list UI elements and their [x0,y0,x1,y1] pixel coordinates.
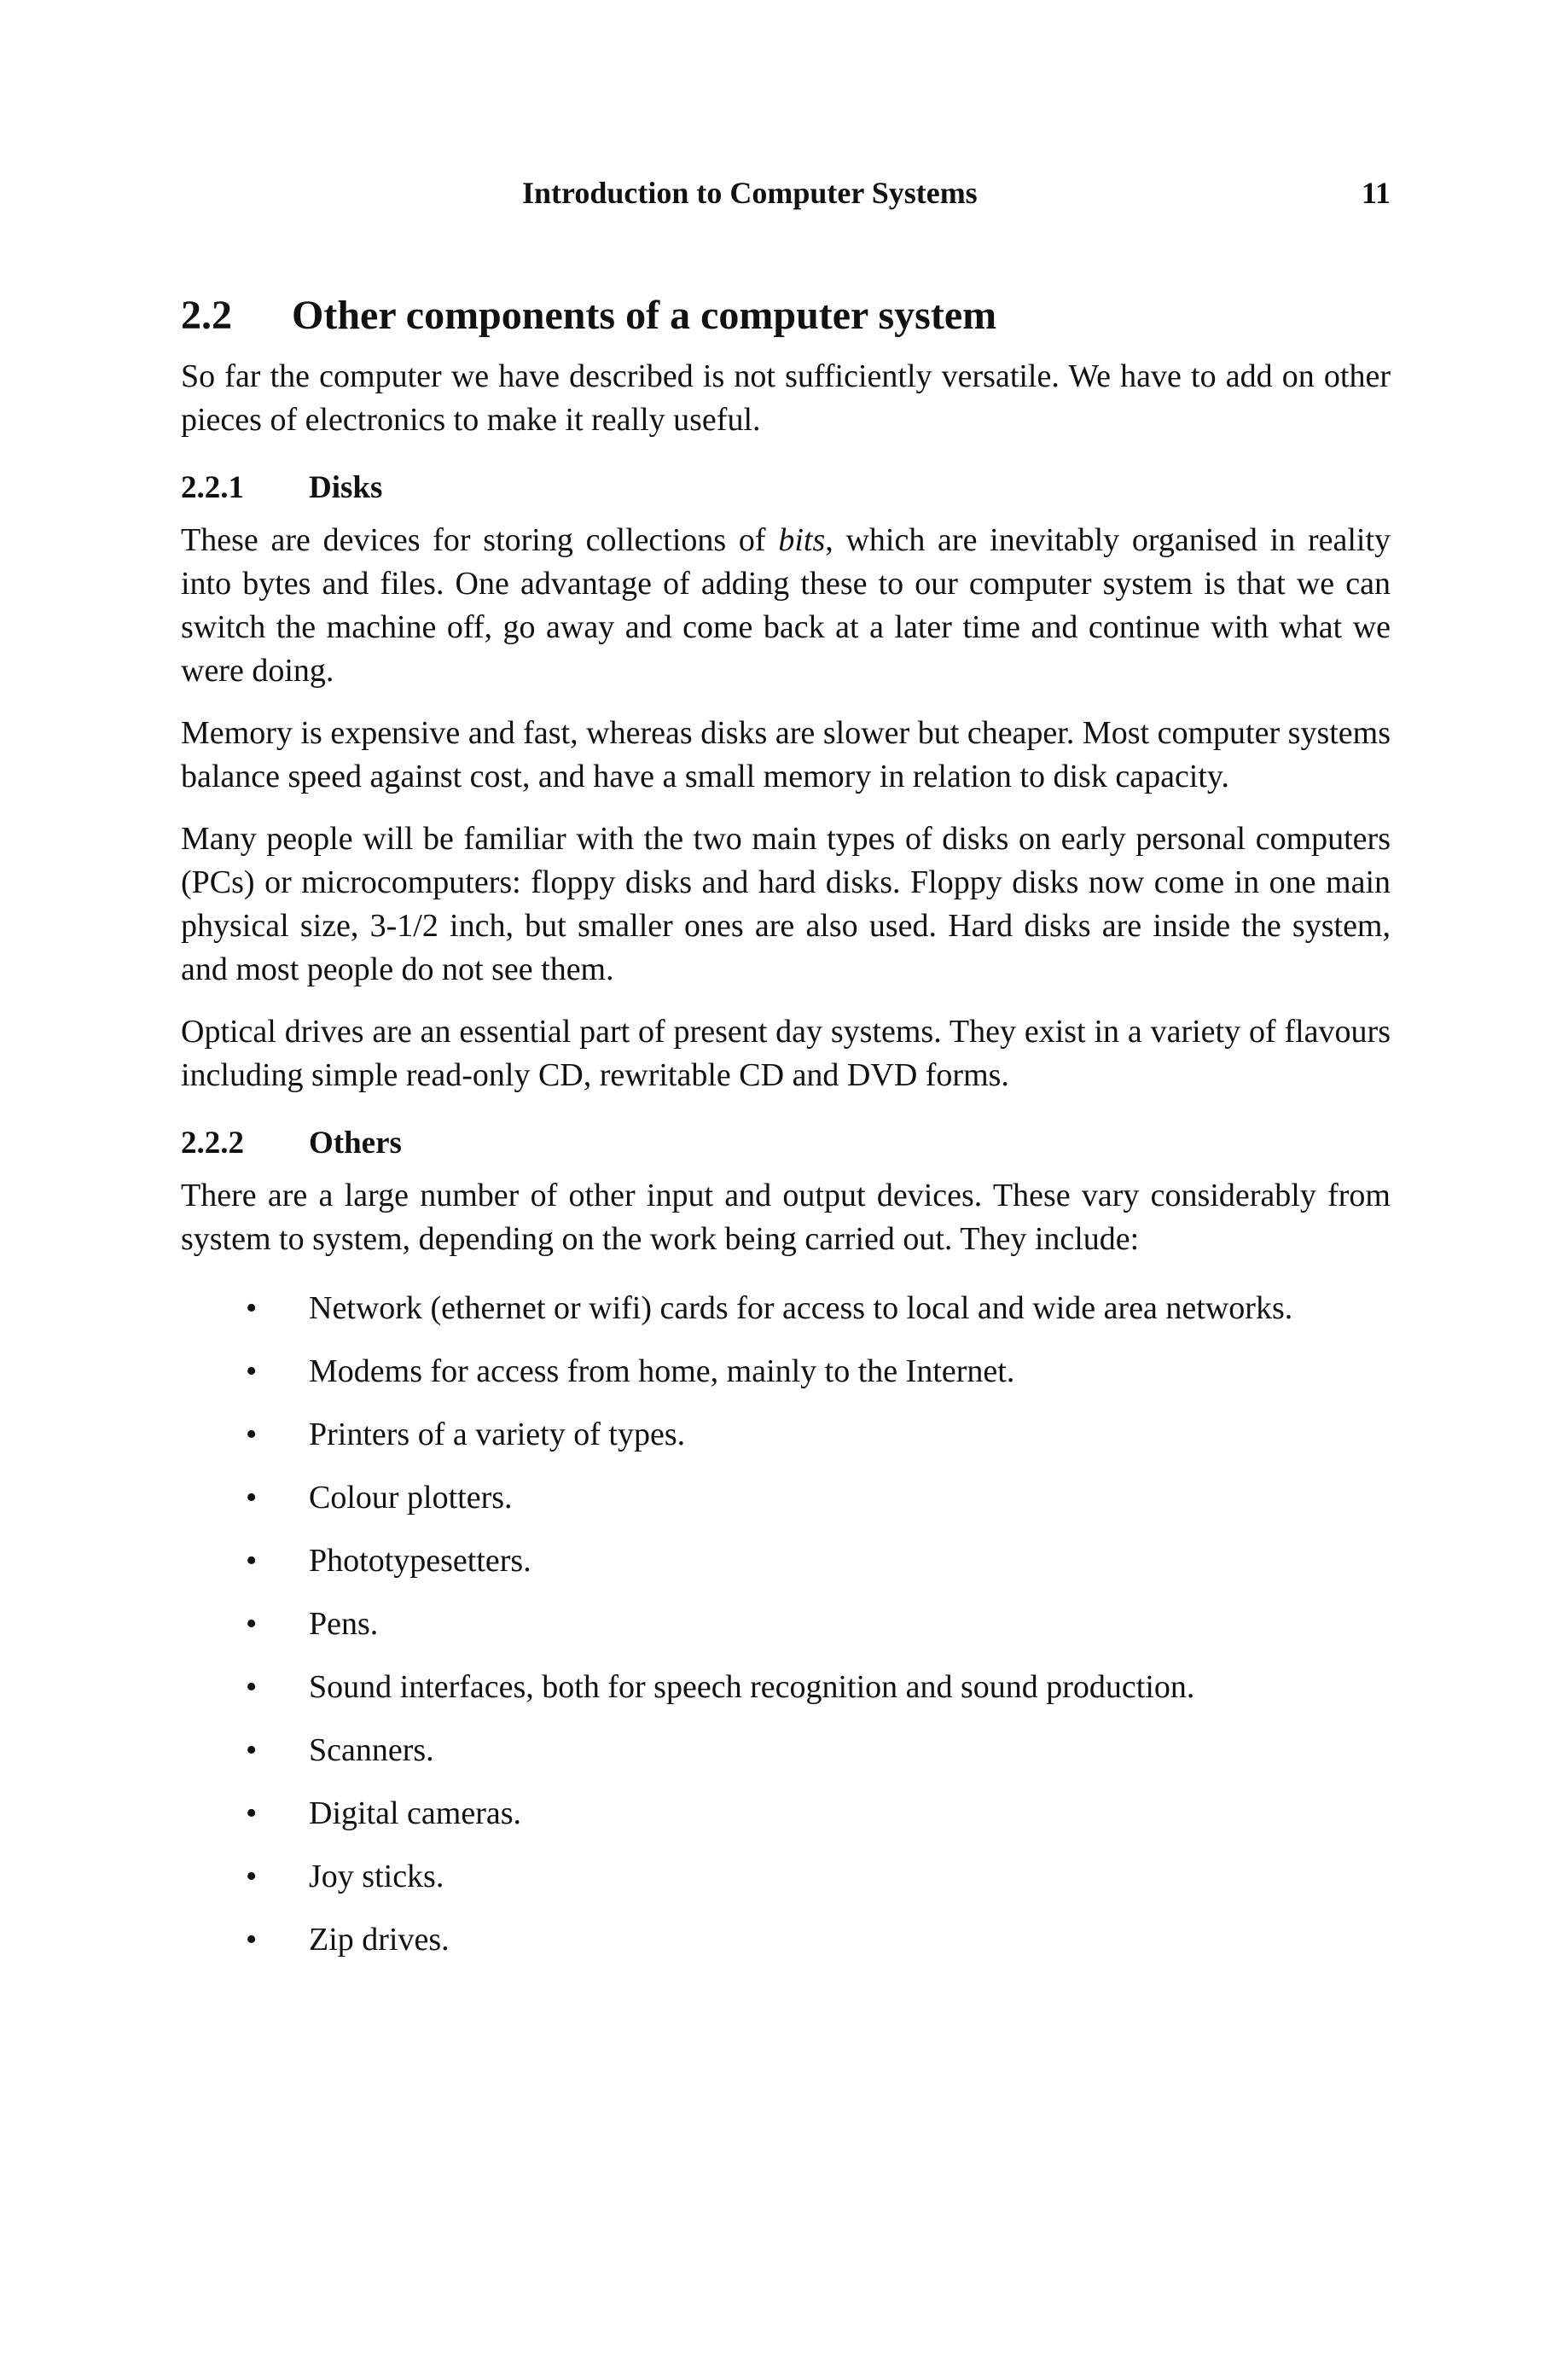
list-item [181,1855,1391,1899]
list-item [181,1729,1391,1772]
list-item-text: Network (ethernet or wifi) cards for access to local and wide area networks. [309,1290,1293,1326]
disks-paragraph-1 [181,519,1391,693]
disks-paragraph-3: Many people will be familiar with the two main types of disks on early personal computers (PCs) or microcomputers: floppy disks and hard disks. Floppy disks now come in one main physical size, 3-1/2 inch, but smaller ones are also used. Hard disks are inside the system, and most people do not see them. [181,821,1391,987]
bullet-icon: • [246,1290,258,1326]
disks-paragraph-2: Memory is expensive and fast, whereas disks are slower but cheaper. Most computer systems balance speed against cost, and have a small memory in relation to disk capacity. [181,715,1391,794]
list-item [181,1918,1391,1962]
others-intro-paragraph: There are a large number of other input and output devices. These vary considerably from system to system, depending on the work being carried out. They include: [181,1178,1391,1257]
section-heading [181,288,1391,343]
subsection-title-others: Others [309,1126,402,1161]
section-title: Other components of a computer system [292,293,997,338]
list-item-text: Pens. [309,1606,379,1642]
list-item [181,1350,1391,1393]
running-title: Introduction to Computer Systems [522,176,978,210]
list-item-text: Digital cameras. [309,1795,522,1831]
bullet-icon: • [246,1606,258,1642]
disks-paragraph-4: Optical drives are an essential part of present day systems. They exist in a variety of flavours including simple read-only CD, rewritable CD and DVD forms. [181,1014,1391,1093]
subsection-number-others: 2.2.2 [181,1126,244,1161]
list-item-text: Phototypesetters. [309,1543,531,1579]
device-list [181,1287,1391,1962]
list-item-text: Sound interfaces, both for speech recognition and sound production. [309,1669,1195,1705]
list-item [181,1603,1391,1646]
bullet-icon: • [246,1543,258,1579]
list-item-text: Modems for access from home, mainly to the Internet. [309,1353,1015,1389]
subsection-title-disks: Disks [309,470,383,505]
bullet-icon: • [246,1417,258,1452]
list-item-text: Colour plotters. [309,1480,513,1516]
list-item [181,1539,1391,1583]
list-item-text: Printers of a variety of types. [309,1417,686,1452]
page-content [181,288,1391,1981]
list-item-text: Joy sticks. [309,1859,444,1894]
bullet-icon: • [246,1859,258,1894]
bullet-icon: • [246,1480,258,1516]
bullet-icon: • [246,1922,258,1958]
section-intro-paragraph: So far the computer we have described is not sufficiently versatile. We have to add on other pieces of electronics to make it really useful. [181,358,1391,438]
bullet-icon: • [246,1353,258,1389]
subsection-number-disks: 2.2.1 [181,470,244,505]
bullet-icon: • [246,1669,258,1705]
list-item-text: Scanners. [309,1732,434,1768]
subsection-heading-disks [181,466,1391,510]
bullet-icon: • [246,1795,258,1831]
list-item [181,1287,1391,1330]
subsection-heading-others [181,1121,1391,1166]
list-item-text: Zip drives. [309,1922,450,1958]
running-head [181,175,1391,218]
list-item [181,1413,1391,1457]
disks-paragraph-1-start: These are devices for storing collections of [181,522,779,558]
list-item [181,1666,1391,1709]
section-number: 2.2 [181,293,232,338]
disks-paragraph-1-end: , which are inevitably organised in reality into bytes and files. One advantage of adding these to our computer system is that we can switch the machine off, go away and come back at a later time and continue with what we were doing. [181,522,1391,689]
bullet-icon: • [246,1732,258,1768]
bits-emphasis: bits [778,522,826,558]
list-item [181,1476,1391,1520]
list-item [181,1792,1391,1836]
page-number: 11 [1361,176,1391,210]
